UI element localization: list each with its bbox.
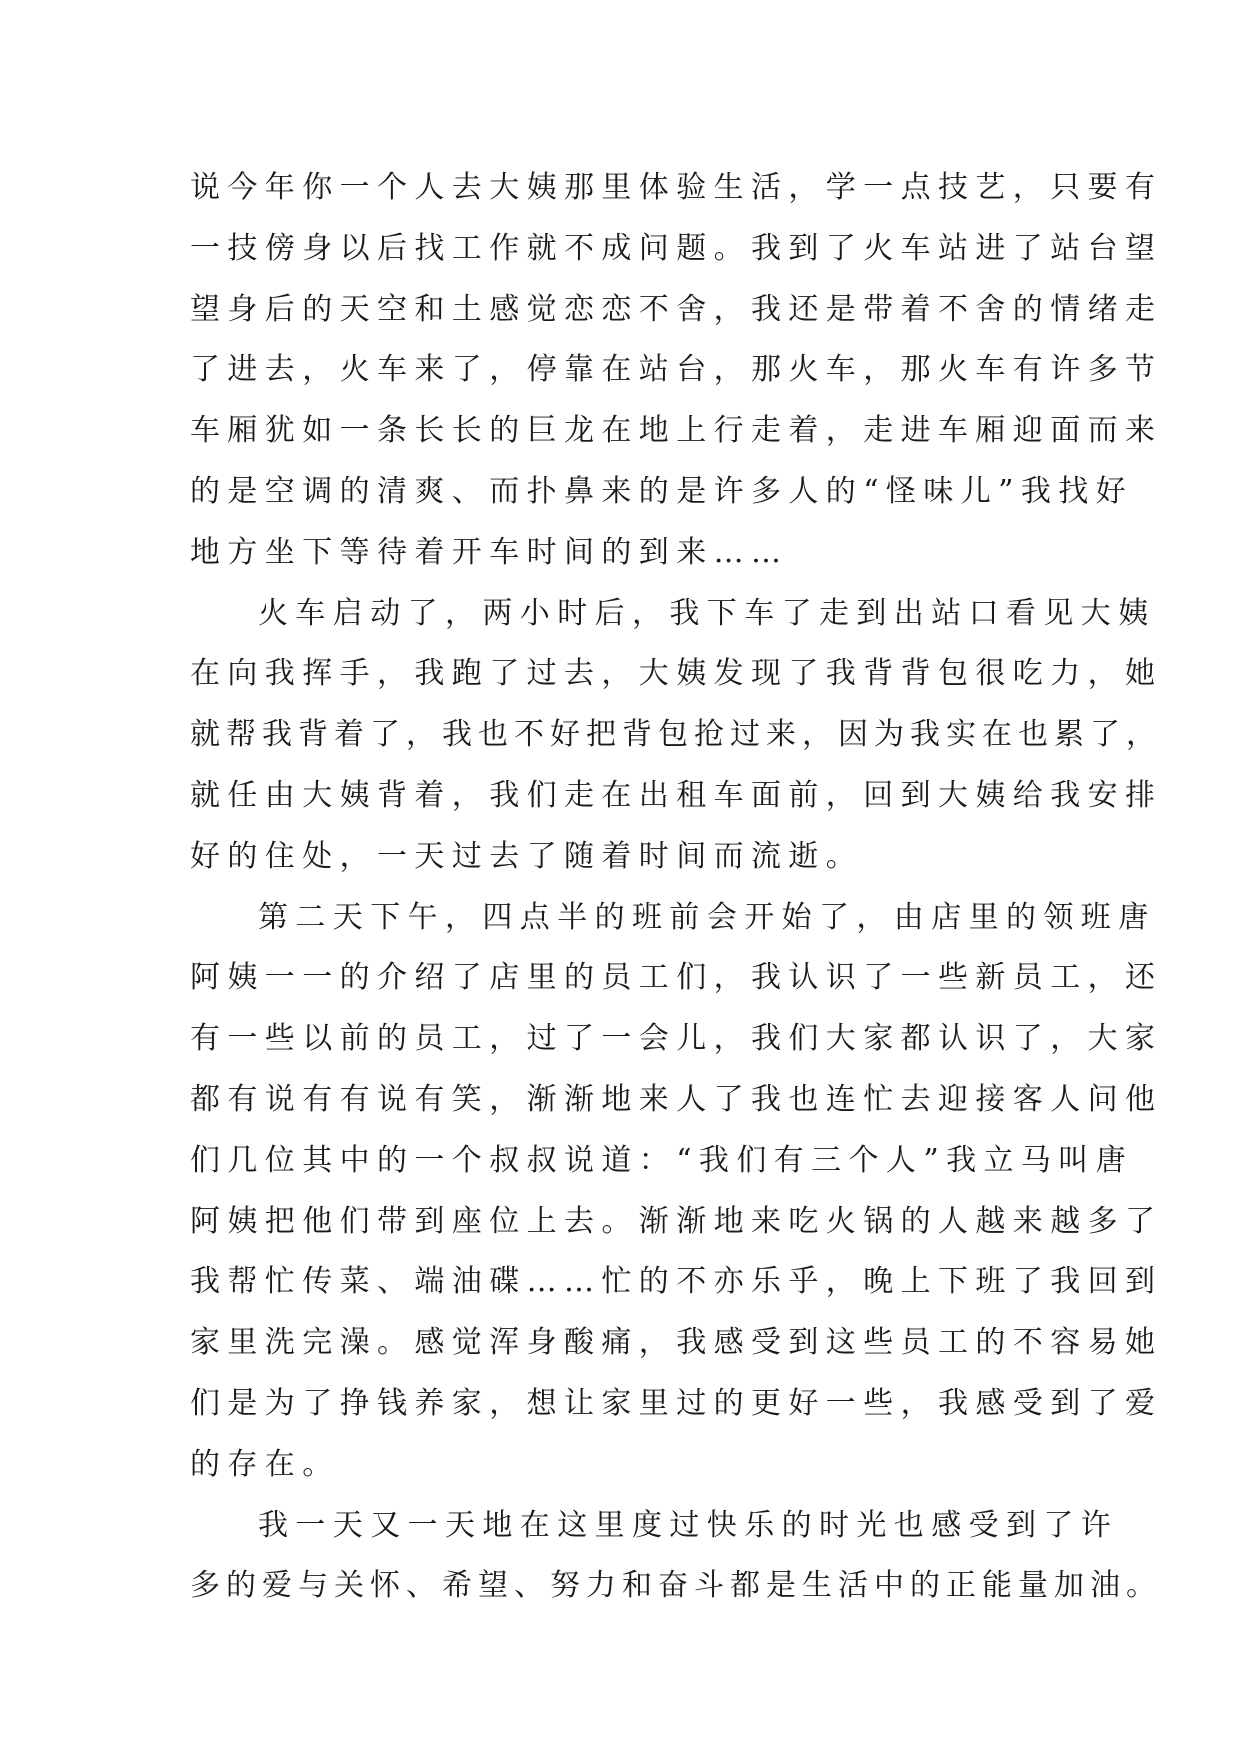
text-line: 就任由大姨背着，我们走在出租车面前，回到大姨给我安排 (190, 777, 1163, 813)
paragraph-2 (190, 584, 1163, 888)
text-line: 车厢犹如一条长长的巨龙在地上行走着，走进车厢迎面而来 (190, 413, 1163, 449)
text-line: 的是空调的清爽、而扑鼻来的是许多人的“怪味儿”我找好 (190, 473, 1134, 509)
paragraph-3 (190, 888, 1163, 1496)
text-line: 们是为了挣钱养家，想让家里过的更好一些，我感受到了爱 (190, 1385, 1163, 1421)
text-line: 有一些以前的员工，过了一会儿，我们大家都认识了，大家 (190, 1021, 1163, 1057)
text-line: 们几位其中的一个叔叔说道：“我们有三个人”我立马叫唐 (190, 1142, 1134, 1178)
text-line: 了进去，火车来了，停靠在站台，那火车，那火车有许多节 (190, 352, 1163, 388)
body-text (190, 158, 1163, 1617)
text-line: 就帮我背着了，我也不好把背包抢过来，因为我实在也累了， (190, 717, 1162, 753)
text-line: 望身后的天空和土感觉恋恋不舍，我还是带着不舍的情绪走 (190, 291, 1163, 327)
text-line: 的存在。 (190, 1446, 340, 1482)
text-line: 一技傍身以后找工作就不成问题。我到了火车站进了站台望 (190, 230, 1163, 266)
paragraph-4 (190, 1496, 1162, 1618)
text-line: 都有说有有说有笑，渐渐地来人了我也连忙去迎接客人问他 (190, 1081, 1163, 1117)
text-line: 说今年你一个人去大姨那里体验生活，学一点技艺，只要有 (190, 170, 1163, 205)
text-line: 火车启动了，两小时后，我下车了走到出站口看见大姨 (258, 595, 1156, 631)
text-line: 我一天又一天地在这里度过快乐的时光也感受到了许 (258, 1507, 1119, 1543)
text-line: 阿姨一一的介绍了店里的员工们，我认识了一些新员工，还 (190, 960, 1163, 996)
text-line: 家里洗完澡。感觉浑身酸痛，我感受到这些员工的不容易她 (190, 1325, 1163, 1361)
text-line: 好的住处，一天过去了随着时间而流逝。 (190, 838, 864, 874)
text-line: 第二天下午，四点半的班前会开始了，由店里的领班唐 (258, 899, 1156, 935)
text-line: 在向我挥手，我跑了过去，大姨发现了我背背包很吃力，她 (190, 656, 1163, 692)
text-line: 地方坐下等待着开车时间的到来…… (190, 534, 789, 570)
paragraph-1 (190, 158, 1163, 584)
text-line: 多的爱与关怀、希望、努力和奋斗都是生活中的正能量加油。 (190, 1568, 1162, 1604)
text-line: 我帮忙传菜、端油碟……忙的不亦乐乎，晚上下班了我回到 (190, 1264, 1163, 1300)
text-line: 阿姨把他们带到座位上去。渐渐地来吃火锅的人越来越多了 (190, 1203, 1163, 1239)
